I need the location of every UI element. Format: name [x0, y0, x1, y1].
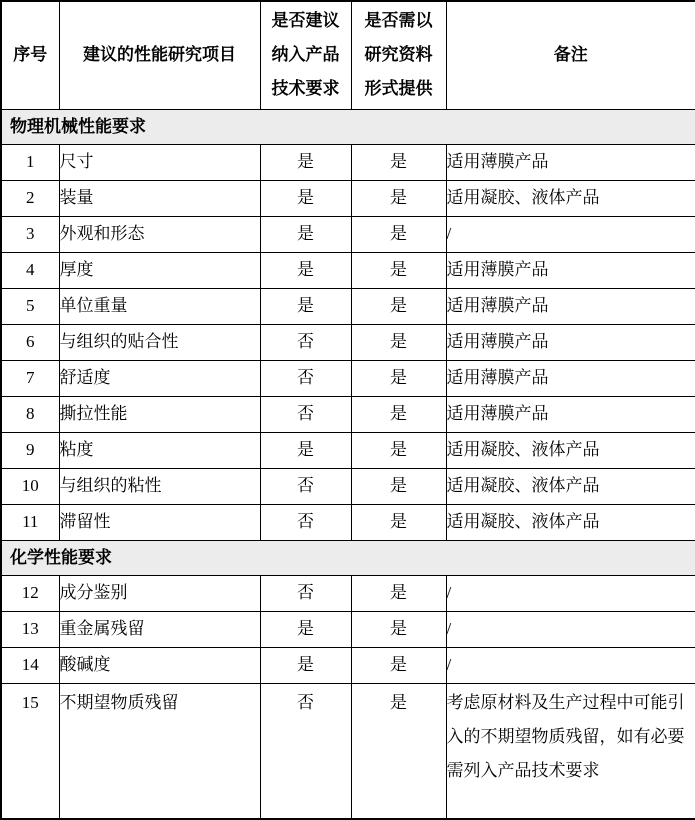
row-no-cell: 4	[1, 252, 59, 288]
header-cell-item: 建议的性能研究项目	[59, 1, 260, 109]
row-material-cell: 是	[351, 647, 446, 683]
row-remark-cell: /	[446, 575, 695, 611]
section-header-physical	[1, 109, 695, 144]
row-remark-cell: 适用薄膜产品	[446, 144, 695, 180]
row-include-cell: 是	[260, 647, 351, 683]
row-include-cell: 是	[260, 180, 351, 216]
row-include-cell: 是	[260, 216, 351, 252]
row-no-cell: 13	[1, 611, 59, 647]
row-item-cell: 与组织的粘性	[59, 468, 260, 504]
header-cell-include	[260, 1, 351, 109]
row-no-cell: 7	[1, 360, 59, 396]
row-remark-cell: 适用凝胶、液体产品	[446, 180, 695, 216]
row-item-cell: 不期望物质残留	[59, 683, 260, 819]
row-material-cell: 是	[351, 504, 446, 540]
row-include-cell: 否	[260, 360, 351, 396]
header-cell-remark: 备注	[446, 1, 695, 109]
row-material-cell: 是	[351, 324, 446, 360]
row-include-cell: 是	[260, 144, 351, 180]
table-row	[1, 288, 695, 324]
row-item-cell: 装量	[59, 180, 260, 216]
table-row	[1, 647, 695, 683]
row-no-cell: 12	[1, 575, 59, 611]
row-remark-cell: 适用凝胶、液体产品	[446, 432, 695, 468]
row-remark-cell: /	[446, 647, 695, 683]
header-material-line-2: 研究资料	[364, 45, 433, 65]
table-row	[1, 575, 695, 611]
row-include-cell: 否	[260, 504, 351, 540]
table-row	[1, 360, 695, 396]
row-remark-cell: 适用薄膜产品	[446, 396, 695, 432]
row-remark-cell: /	[446, 611, 695, 647]
row-include-cell: 否	[260, 324, 351, 360]
table-row	[1, 216, 695, 252]
row-no-cell: 5	[1, 288, 59, 324]
row-remark-cell: /	[446, 216, 695, 252]
section-title: 物理机械性能要求	[1, 109, 695, 144]
row-material-cell: 是	[351, 611, 446, 647]
header-material-line-3: 形式提供	[364, 79, 433, 99]
section-header-chemical	[1, 540, 695, 575]
table-row	[1, 144, 695, 180]
row-no-cell: 9	[1, 432, 59, 468]
row-remark-cell: 适用凝胶、液体产品	[446, 504, 695, 540]
row-item-cell: 单位重量	[59, 288, 260, 324]
row-item-cell: 外观和形态	[59, 216, 260, 252]
row-material-cell: 是	[351, 432, 446, 468]
table-row	[1, 504, 695, 540]
row-item-cell: 尺寸	[59, 144, 260, 180]
table-row	[1, 611, 695, 647]
row-item-cell: 厚度	[59, 252, 260, 288]
table-row	[1, 324, 695, 360]
table-row	[1, 252, 695, 288]
table-row	[1, 396, 695, 432]
row-no-cell: 1	[1, 144, 59, 180]
header-material-line-1: 是否需以	[364, 11, 433, 31]
row-include-cell: 否	[260, 683, 351, 819]
row-include-cell: 否	[260, 468, 351, 504]
row-material-cell: 是	[351, 216, 446, 252]
row-remark-cell: 适用凝胶、液体产品	[446, 468, 695, 504]
row-item-cell: 重金属残留	[59, 611, 260, 647]
row-include-cell: 是	[260, 288, 351, 324]
row-remark-cell: 适用薄膜产品	[446, 360, 695, 396]
row-no-cell: 2	[1, 180, 59, 216]
row-remark-cell: 适用薄膜产品	[446, 288, 695, 324]
table-row	[1, 180, 695, 216]
row-material-cell: 是	[351, 288, 446, 324]
row-material-cell: 是	[351, 468, 446, 504]
row-item-cell: 滞留性	[59, 504, 260, 540]
table-header-row	[1, 1, 695, 109]
row-material-cell: 是	[351, 683, 446, 819]
row-no-cell: 3	[1, 216, 59, 252]
row-item-cell: 成分鉴别	[59, 575, 260, 611]
header-cell-material	[351, 1, 446, 109]
row-item-cell: 撕拉性能	[59, 396, 260, 432]
row-material-cell: 是	[351, 180, 446, 216]
table-row	[1, 432, 695, 468]
row-item-cell: 与组织的贴合性	[59, 324, 260, 360]
header-include-line-1: 是否建议	[271, 11, 340, 31]
header-include-line-3: 技术要求	[271, 79, 340, 99]
table-row	[1, 468, 695, 504]
row-no-cell: 11	[1, 504, 59, 540]
row-no-cell: 8	[1, 396, 59, 432]
row-no-cell: 14	[1, 647, 59, 683]
row-include-cell: 是	[260, 432, 351, 468]
section-title: 化学性能要求	[1, 540, 695, 575]
row-include-cell: 否	[260, 575, 351, 611]
row-material-cell: 是	[351, 575, 446, 611]
table-row	[1, 683, 695, 819]
row-no-cell: 6	[1, 324, 59, 360]
row-material-cell: 是	[351, 360, 446, 396]
row-material-cell: 是	[351, 252, 446, 288]
row-item-cell: 粘度	[59, 432, 260, 468]
row-include-cell: 是	[260, 611, 351, 647]
row-no-cell: 15	[1, 683, 59, 819]
row-include-cell: 是	[260, 252, 351, 288]
row-item-cell: 酸碱度	[59, 647, 260, 683]
row-material-cell: 是	[351, 396, 446, 432]
header-cell-no: 序号	[1, 1, 59, 109]
row-material-cell: 是	[351, 144, 446, 180]
row-include-cell: 否	[260, 396, 351, 432]
row-remark-cell: 适用薄膜产品	[446, 252, 695, 288]
row-item-cell: 舒适度	[59, 360, 260, 396]
row-no-cell: 10	[1, 468, 59, 504]
row-remark-cell: 考虑原材料及生产过程中可能引入的不期望物质残留，如有必要需列入产品技术要求	[446, 683, 695, 819]
header-include-line-2: 纳入产品	[271, 45, 340, 65]
row-remark-cell: 适用薄膜产品	[446, 324, 695, 360]
